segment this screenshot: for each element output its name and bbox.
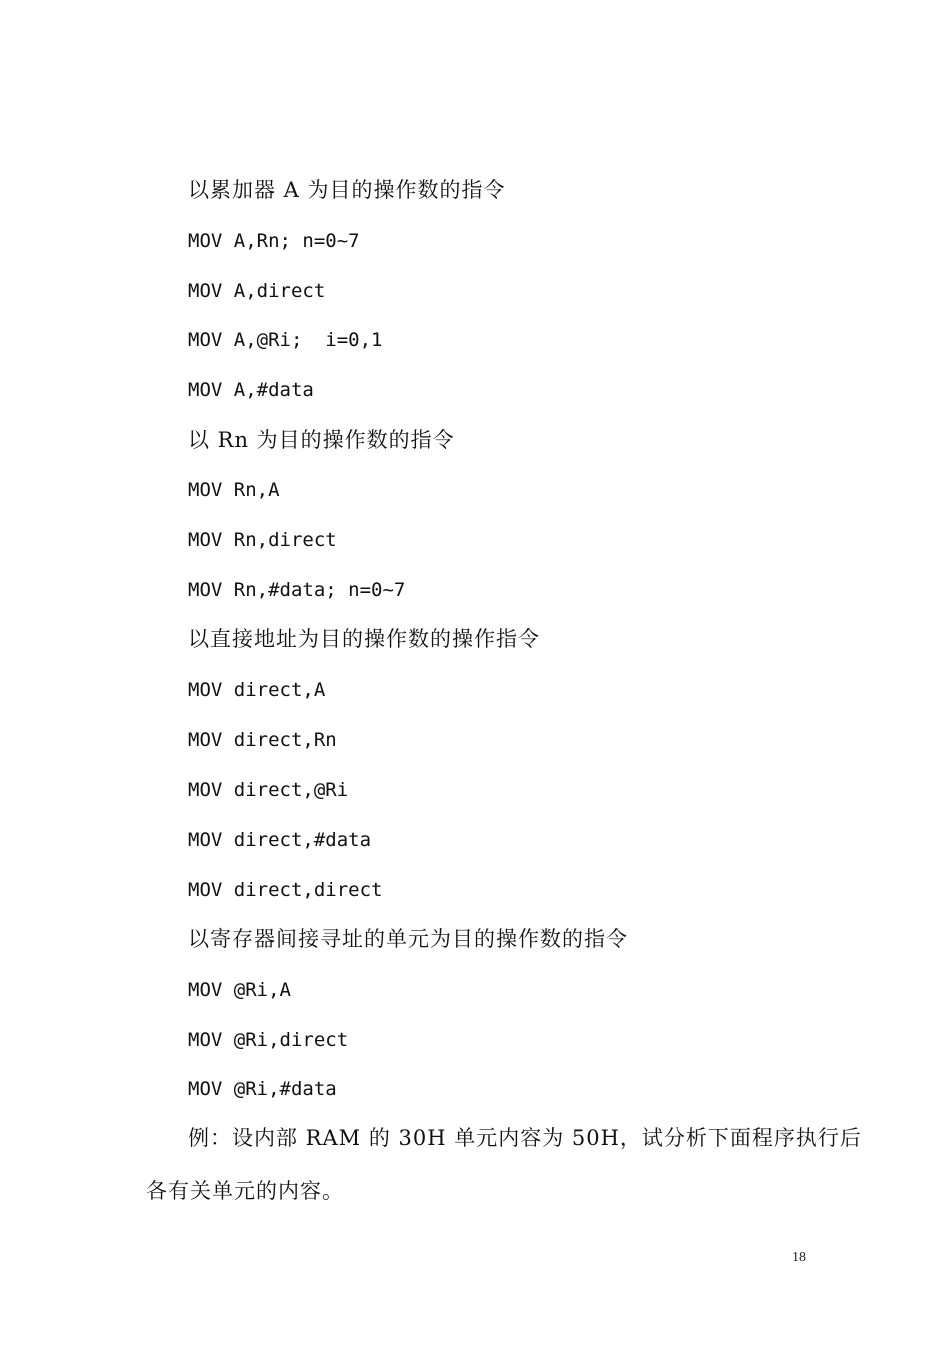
example-paragraph-line-1: 例：设内部 RAM 的 30H 单元内容为 50H，试分析下面程序执行后 — [188, 1126, 862, 1150]
section-heading-direct: 以直接地址为目的操作数的操作指令 — [188, 627, 540, 651]
section-heading-indirect: 以寄存器间接寻址的单元为目的操作数的指令 — [188, 927, 628, 951]
instruction-line: MOV @Ri,direct — [188, 1029, 349, 1051]
section-heading-rn: 以 Rn 为目的操作数的指令 — [188, 428, 455, 452]
instruction-line: MOV direct,#data — [188, 829, 372, 851]
example-paragraph-line-2: 各有关单元的内容。 — [146, 1179, 344, 1203]
instruction-line: MOV Rn,#data; n=0~7 — [188, 579, 406, 601]
instruction-line: MOV A,@Ri; i=0,1 — [188, 329, 383, 351]
instruction-line: MOV Rn,A — [188, 479, 280, 501]
instruction-line: MOV A,direct — [188, 280, 326, 302]
instruction-line: MOV @Ri,#data — [188, 1078, 337, 1100]
instruction-line: MOV direct,Rn — [188, 729, 337, 751]
section-heading-accumulator: 以累加器 A 为目的操作数的指令 — [188, 178, 506, 202]
instruction-line: MOV A,#data — [188, 379, 314, 401]
instruction-line: MOV direct,direct — [188, 879, 383, 901]
page-number: 18 — [792, 1250, 806, 1265]
instruction-line: MOV A,Rn; n=0~7 — [188, 230, 360, 252]
instruction-line: MOV @Ri,A — [188, 979, 291, 1001]
instruction-line: MOV Rn,direct — [188, 529, 337, 551]
instruction-line: MOV direct,A — [188, 679, 326, 701]
instruction-line: MOV direct,@Ri — [188, 779, 349, 801]
